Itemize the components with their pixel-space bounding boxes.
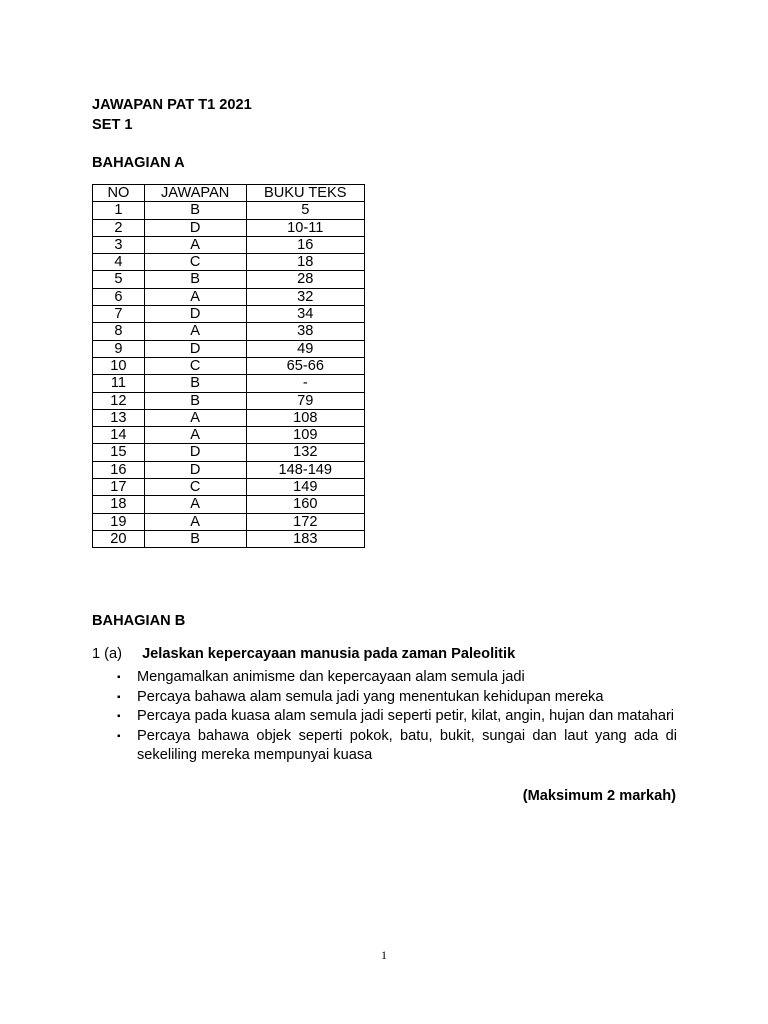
cell-jawapan: A — [144, 409, 246, 426]
cell-no: 4 — [93, 254, 145, 271]
page-number: 1 — [381, 948, 387, 962]
cell-no: 14 — [93, 427, 145, 444]
cell-no: 6 — [93, 288, 145, 305]
cell-jawapan: B — [144, 375, 246, 392]
cell-jawapan: D — [144, 306, 246, 323]
cell-jawapan: D — [144, 219, 246, 236]
cell-buku-teks: 38 — [246, 323, 364, 340]
cell-no: 12 — [93, 392, 145, 409]
table-row — [93, 236, 365, 253]
cell-no: 17 — [93, 479, 145, 496]
cell-jawapan: D — [144, 444, 246, 461]
cell-jawapan: A — [144, 427, 246, 444]
document-title: JAWAPAN PAT T1 2021 — [92, 97, 252, 113]
table-row — [93, 357, 365, 374]
cell-jawapan: D — [144, 340, 246, 357]
cell-no: 10 — [93, 357, 145, 374]
cell-jawapan: B — [144, 202, 246, 219]
question-text: Jelaskan kepercayaan manusia pada zaman Paleolitik — [142, 646, 516, 662]
section-b-heading: BAHAGIAN B — [92, 613, 186, 629]
bullet-icon: ▪ — [117, 711, 121, 723]
cell-buku-teks: 183 — [246, 530, 364, 547]
list-item-text: Percaya bahawa alam semula jadi yang menentukan kehidupan mereka — [137, 688, 604, 705]
cell-buku-teks: 18 — [246, 254, 364, 271]
cell-no: 20 — [93, 530, 145, 547]
cell-buku-teks: 65-66 — [246, 357, 364, 374]
cell-buku-teks: 34 — [246, 306, 364, 323]
bullet-icon: ▪ — [117, 672, 121, 683]
cell-buku-teks: 32 — [246, 288, 364, 305]
maximum-marks-note: (Maksimum 2 markah) — [522, 788, 676, 804]
table-row — [93, 288, 365, 305]
cell-jawapan: A — [144, 236, 246, 253]
column-header-no: NO — [93, 185, 145, 202]
answer-points-list — [117, 668, 677, 766]
column-header-jawapan: JAWAPAN — [144, 185, 246, 202]
table-row — [93, 392, 365, 409]
cell-buku-teks: 28 — [246, 271, 364, 288]
section-a-heading: BAHAGIAN A — [92, 155, 185, 171]
cell-jawapan: B — [144, 271, 246, 288]
cell-jawapan: D — [144, 461, 246, 478]
bullet-icon: ▪ — [117, 730, 121, 742]
table-header-row — [93, 185, 365, 202]
list-item — [117, 727, 677, 766]
set-label: SET 1 — [92, 117, 133, 133]
list-item — [117, 668, 677, 688]
column-header-buku-teks: BUKU TEKS — [246, 185, 364, 202]
cell-buku-teks: 149 — [246, 479, 364, 496]
table-row — [93, 219, 365, 236]
table-row — [93, 444, 365, 461]
cell-no: 16 — [93, 461, 145, 478]
table-row — [93, 340, 365, 357]
list-item-text: Percaya bahawa objek seperti pokok, batu, bukit, sungai dan laut yang ada di sekeliling mereka mempunyai kuasa — [137, 727, 677, 764]
cell-buku-teks: 49 — [246, 340, 364, 357]
list-item — [117, 688, 677, 708]
cell-jawapan: C — [144, 479, 246, 496]
cell-buku-teks: 160 — [246, 496, 364, 513]
cell-no: 3 — [93, 236, 145, 253]
list-item-text: Mengamalkan animisme dan kepercayaan alam semula jadi — [137, 669, 525, 685]
cell-no: 19 — [93, 513, 145, 530]
cell-jawapan: C — [144, 254, 246, 271]
table-row — [93, 323, 365, 340]
answer-table-body — [93, 202, 365, 548]
table-row — [93, 427, 365, 444]
table-row — [93, 530, 365, 547]
cell-jawapan: A — [144, 513, 246, 530]
table-row — [93, 409, 365, 426]
table-row — [93, 479, 365, 496]
question-number: 1 (a) — [92, 646, 123, 662]
cell-buku-teks: 5 — [246, 202, 364, 219]
cell-no: 7 — [93, 306, 145, 323]
cell-no: 18 — [93, 496, 145, 513]
cell-buku-teks: 132 — [246, 444, 364, 461]
answer-table — [92, 184, 365, 548]
table-row — [93, 306, 365, 323]
table-row — [93, 513, 365, 530]
cell-buku-teks: 16 — [246, 236, 364, 253]
cell-jawapan: A — [144, 288, 246, 305]
list-item — [117, 707, 677, 727]
cell-no: 15 — [93, 444, 145, 461]
table-row — [93, 254, 365, 271]
cell-no: 8 — [93, 323, 145, 340]
cell-buku-teks: 79 — [246, 392, 364, 409]
cell-buku-teks: 109 — [246, 427, 364, 444]
list-item-text: Percaya pada kuasa alam semula jadi seperti petir, kilat, angin, hujan dan matahari — [137, 708, 675, 725]
table-row — [93, 202, 365, 219]
cell-buku-teks: 108 — [246, 409, 364, 426]
table-row — [93, 496, 365, 513]
cell-jawapan: A — [144, 323, 246, 340]
cell-jawapan: A — [144, 496, 246, 513]
cell-buku-teks: 10-11 — [246, 219, 364, 236]
bullet-icon: ▪ — [117, 691, 121, 703]
cell-no: 2 — [93, 219, 145, 236]
cell-buku-teks: - — [246, 375, 364, 392]
cell-jawapan: C — [144, 357, 246, 374]
cell-buku-teks: 148-149 — [246, 461, 364, 478]
cell-no: 1 — [93, 202, 145, 219]
cell-jawapan: B — [144, 530, 246, 547]
table-row — [93, 271, 365, 288]
question-1a — [92, 645, 682, 663]
cell-no: 9 — [93, 340, 145, 357]
cell-buku-teks: 172 — [246, 513, 364, 530]
cell-no: 13 — [93, 409, 145, 426]
table-row — [93, 375, 365, 392]
table-row — [93, 461, 365, 478]
cell-jawapan: B — [144, 392, 246, 409]
cell-no: 5 — [93, 271, 145, 288]
cell-no: 11 — [93, 375, 145, 392]
